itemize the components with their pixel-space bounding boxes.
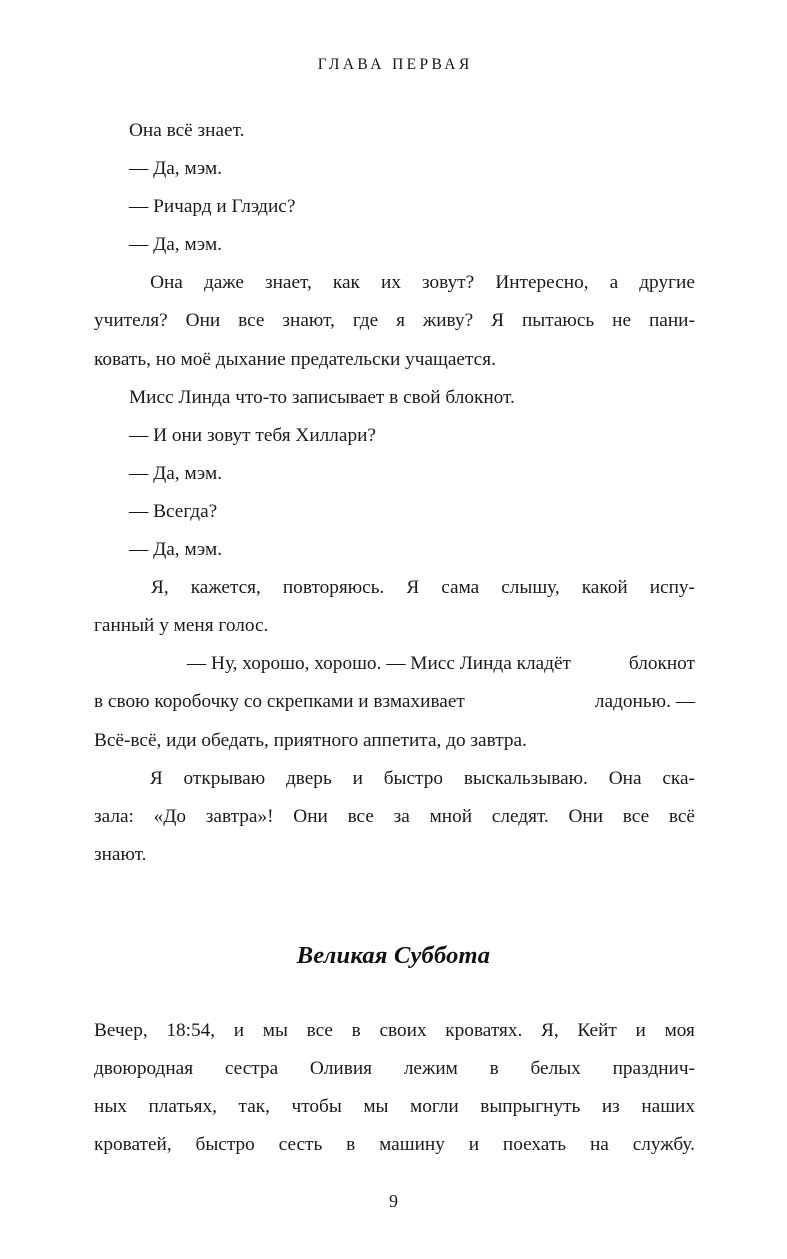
word: и	[468, 1134, 480, 1156]
word-hyphenated: празднич-	[612, 1058, 695, 1080]
word: живу?	[422, 310, 474, 332]
word: завтра»!	[205, 805, 274, 827]
word-hyphenated: ска-	[662, 767, 695, 789]
word: а	[609, 272, 619, 294]
word: знает,	[265, 272, 312, 294]
word: из	[601, 1096, 620, 1118]
word: их	[381, 272, 401, 294]
page-number: 9	[389, 1191, 398, 1211]
dialogue-text: — Ну, хорошо, хорошо. — Мисс Линда кладёт	[186, 653, 571, 675]
word: могли	[410, 1096, 459, 1118]
word: сама	[441, 577, 480, 599]
word: учителя?	[94, 310, 168, 332]
word: все	[347, 805, 374, 827]
word-hyphenated: пани-	[648, 310, 695, 332]
text-line	[94, 645, 695, 683]
word: кроватях.	[445, 1020, 523, 1041]
word: я	[396, 310, 405, 332]
dialogue-line: — И они зовут тебя Хиллари?	[129, 424, 376, 446]
word: ных	[94, 1096, 127, 1118]
word: Вечер,	[94, 1020, 148, 1041]
dialogue-line: — Да, мэм.	[129, 539, 223, 561]
word: своих	[379, 1020, 427, 1041]
paragraph-i-repeat-myself	[94, 569, 695, 645]
word: в	[489, 1058, 499, 1080]
text-line: Мисс Линда что-то записывает в свой блокнот.	[129, 386, 515, 408]
main-text-column	[94, 112, 695, 874]
paragraph-she-even-knows	[94, 264, 695, 378]
word: сестра	[224, 1058, 279, 1080]
dialogue-line: — Да, мэм.	[129, 462, 223, 484]
paragraph-i-open-the-door	[94, 760, 695, 874]
paragraph-miss-linda-notes	[94, 379, 695, 417]
running-head-chapter-title: ГЛАВА ПЕРВАЯ	[317, 56, 473, 73]
word: в	[351, 1020, 361, 1041]
word: за	[393, 805, 410, 827]
dialogue-line: — Ричард и Глэдис?	[129, 196, 296, 218]
word: все	[622, 805, 650, 827]
word: быстро	[195, 1134, 255, 1156]
word: Они	[185, 310, 221, 332]
word: службу.	[632, 1134, 695, 1156]
word: как	[332, 272, 360, 294]
text-line	[94, 1012, 695, 1050]
word: белых	[530, 1058, 581, 1080]
word: даже	[203, 272, 244, 294]
word: Я	[491, 310, 504, 332]
text-line	[94, 760, 695, 798]
word: повторяюсь.	[282, 577, 385, 599]
text-line: ковать, но моё дыхание предательски учащается.	[94, 348, 496, 370]
sentence-text: в свою коробочку со скрепками и взмахивает	[94, 691, 465, 713]
word: ладонью. —	[594, 691, 695, 713]
paragraph-evening	[94, 1012, 695, 1164]
word: лежим	[403, 1058, 458, 1080]
word: быстро	[383, 767, 443, 789]
word: мной	[429, 805, 473, 827]
word: все	[238, 310, 265, 332]
word: Они	[293, 805, 328, 827]
word: какой	[581, 577, 628, 599]
word: дверь	[285, 767, 332, 789]
paragraph-miss-linda-speech	[94, 645, 695, 759]
word: «До	[153, 805, 187, 827]
word: сесть	[278, 1134, 323, 1156]
word: мы	[262, 1020, 288, 1041]
word: Я	[406, 577, 420, 599]
word: где	[352, 310, 379, 332]
text-line	[94, 1088, 695, 1126]
section-heading-great-saturday: Великая Суббота	[296, 942, 491, 969]
text-line	[94, 1126, 695, 1164]
word: Я	[149, 767, 163, 789]
word: зала:	[94, 805, 134, 827]
word: все	[306, 1020, 333, 1041]
text-line: ганный у меня голос.	[94, 615, 269, 637]
time-value: 18:54,	[166, 1020, 216, 1041]
paragraph-opening	[94, 112, 695, 150]
closing-paragraph-block	[94, 1012, 695, 1164]
word: поехать	[502, 1134, 567, 1156]
word: пытаюсь	[521, 310, 595, 332]
word: на	[589, 1134, 609, 1156]
word: платьях,	[148, 1096, 218, 1118]
word: зовут?	[422, 272, 475, 294]
word: и	[352, 767, 363, 789]
word: Интересно,	[495, 272, 589, 294]
word: кроватей,	[94, 1134, 172, 1156]
word: моя	[664, 1020, 695, 1041]
word: мы	[363, 1096, 389, 1118]
word: другие	[639, 272, 695, 294]
text-line	[94, 569, 695, 607]
text-line: Всё-всё, иди обедать, приятного аппетита, до завтра.	[94, 729, 527, 751]
word: выскальзываю.	[463, 767, 588, 789]
text-line	[94, 683, 695, 721]
word: выпрыгнуть	[480, 1096, 581, 1118]
word: Кейт	[577, 1020, 617, 1041]
dialogue-line: — Всегда?	[129, 500, 218, 522]
word: кажется,	[190, 577, 261, 599]
word: Они	[568, 805, 604, 827]
word: двоюродная	[94, 1058, 194, 1080]
text-line	[94, 1050, 695, 1088]
word: наших	[641, 1096, 695, 1118]
word: знают,	[282, 310, 335, 332]
word: блокнот	[628, 653, 695, 675]
word: Я,	[151, 577, 169, 599]
text-line	[94, 798, 695, 836]
dialogue-line: — Да, мэм.	[129, 158, 223, 180]
word: чтобы	[291, 1096, 342, 1118]
word: в	[346, 1134, 356, 1156]
text-line: знают.	[94, 843, 147, 865]
dialogue-line: — Да, мэм.	[129, 234, 223, 256]
word: и	[635, 1020, 646, 1041]
word-hyphenated: испу-	[649, 577, 695, 599]
word: слышу,	[501, 577, 560, 599]
text-line	[94, 264, 695, 302]
word: машину	[379, 1134, 445, 1156]
word: Она	[150, 272, 183, 294]
word: Оливия	[309, 1058, 373, 1080]
paragraph-text: Она всё знает.	[129, 120, 245, 141]
word: следят.	[491, 805, 549, 827]
word: всё	[668, 805, 695, 827]
word: так,	[238, 1096, 270, 1118]
word: открываю	[183, 767, 266, 789]
word: Я,	[541, 1020, 559, 1041]
word: и	[233, 1020, 245, 1041]
word: Она	[608, 767, 642, 789]
word: не	[612, 310, 632, 332]
text-line	[94, 302, 695, 340]
